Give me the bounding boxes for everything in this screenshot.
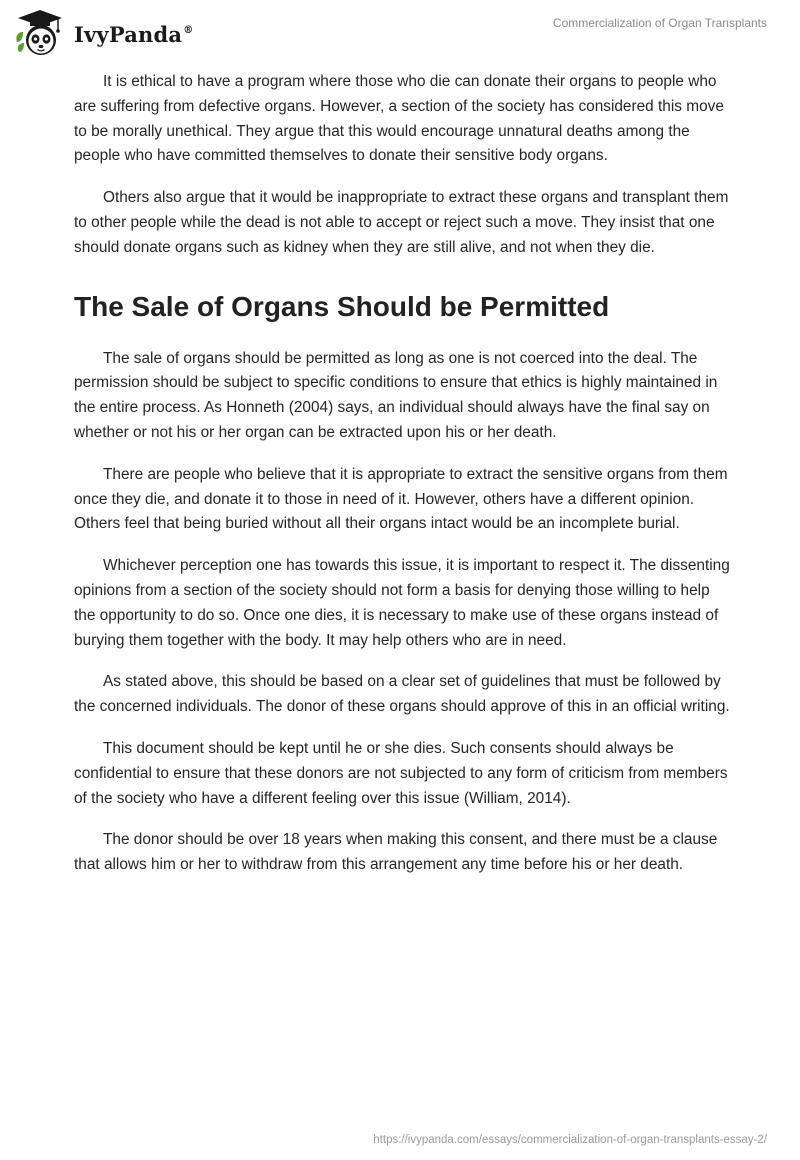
paragraph: As stated above, this should be based on a clear set of guidelines that must be followed by the concerned individuals. The donor of these organs should approve of this in an official writing. — [74, 673, 730, 716]
paragraph: It is ethical to have a program where those who die can donate their organs to people who are suffering from defective organs. However, a section of the society has considered this move to be morally unethical. They argue that this would encourage unnatural deaths among the people who have committed themselves to donate their sensitive body organs. — [74, 73, 724, 165]
paragraph: This document should be kept until he or she dies. Such consents should always be confidential to ensure that these donors are not subjected to any form of criticism from members of the society who have a different feeling over this issue (William, 2014). — [74, 739, 728, 807]
page-header — [0, 0, 800, 64]
paragraph: There are people who believe that it is appropriate to extract the sensitive organs from them once they die, and donate it to those in need of it. However, others have a different opinion. Others feel that being buried without all their organs intact would be an incomplete burial. — [74, 465, 728, 533]
paragraph: The donor should be over 18 years when making this consent, and there must be a clause that allows him or her to withdraw from this arrangement any time before his or her death. — [74, 831, 718, 874]
registered-mark: ® — [183, 24, 194, 36]
essay-content — [74, 70, 734, 895]
paragraph: The sale of organs should be permitted as long as one is not coerced into the deal. The permission should be subject to specific conditions to ensure that ethics is highly maintained in the entire process. As Honneth (2004) says, an individual should always have the final say on whether or not his or her organ can be extracted upon his or her death. — [74, 349, 718, 441]
source-url[interactable]: https://ivypanda.com/essays/commercialization-of-organ-transplants-essay-2/ — [373, 1134, 767, 1146]
paragraph: Whichever perception one has towards this issue, it is important to respect it. The dissenting opinions from a section of the society should not form a basis for denying those willing to help the opportunity to do so. Once one dies, it is necessary to make use of these organs instead of burying them together with the body. It may help others who are in need. — [74, 557, 730, 649]
panda-graduate-icon — [14, 8, 66, 58]
document-title: Commercialization of Organ Transplants — [552, 16, 767, 30]
paragraph: Others also argue that it would be inappropriate to extract these organs and transplant them to other people while the dead is not able to accept or reject such a move. They insist that one should donate organs such as kidney when they are still alive, and not when they die. — [74, 189, 729, 256]
ivypanda-logo[interactable] — [14, 8, 193, 58]
brand-name: IvyPanda® — [74, 21, 194, 47]
section-heading: The Sale of Organs Should be Permitted — [74, 290, 610, 322]
